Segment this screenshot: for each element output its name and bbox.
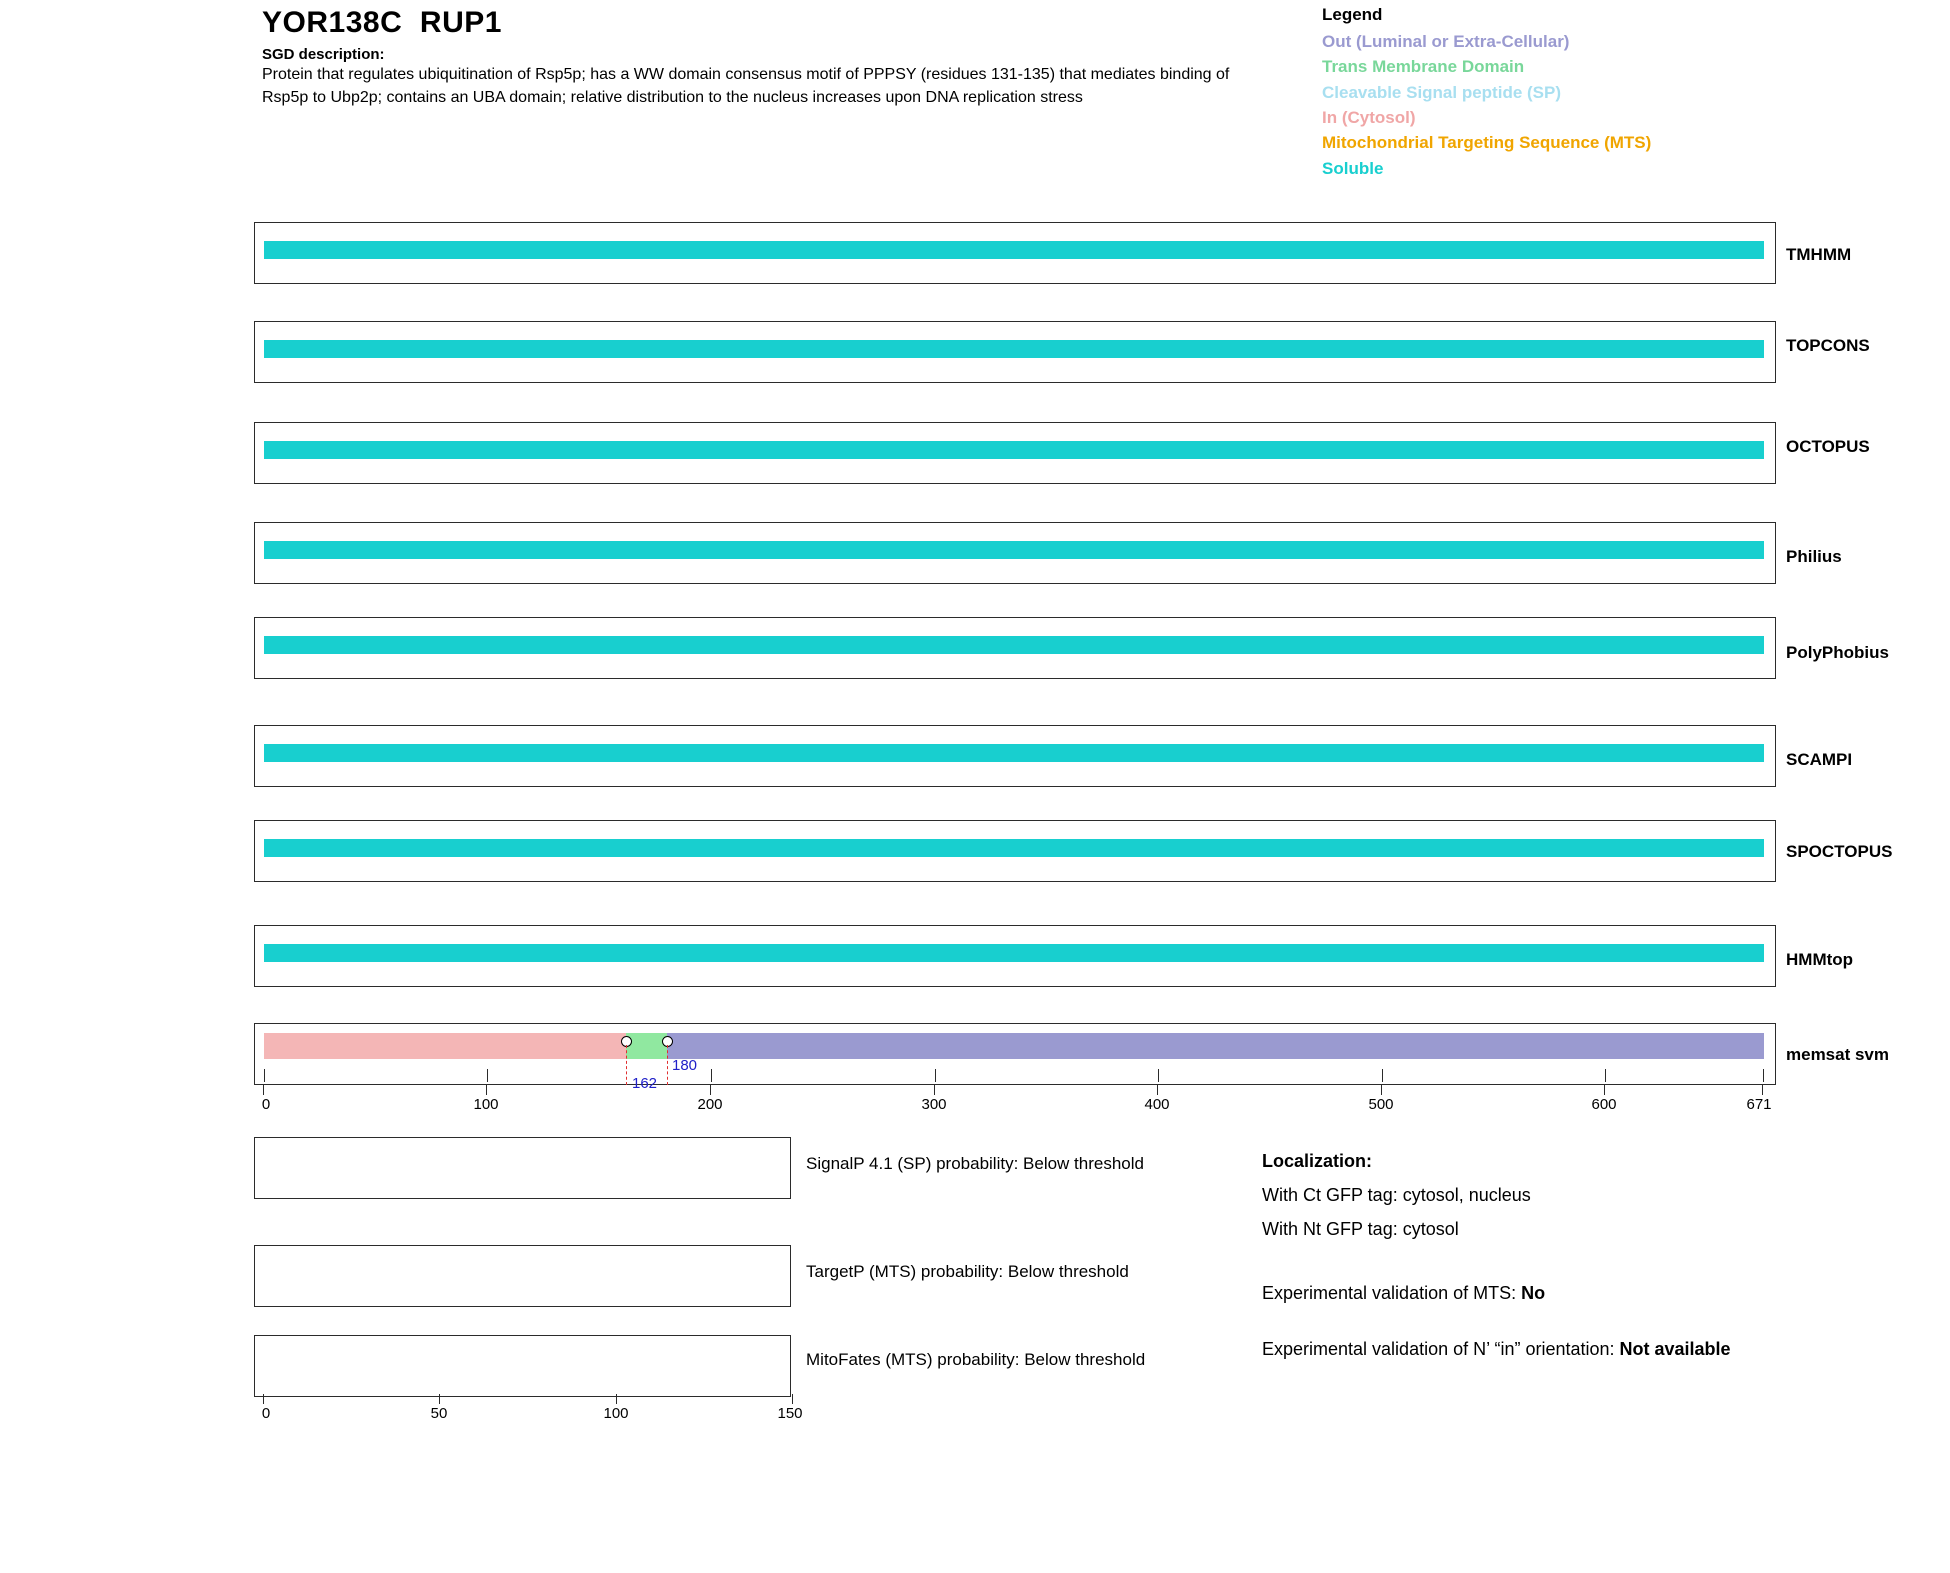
track-label-spoctopus: SPOCTOPUS (1786, 842, 1893, 861)
track-label-polyphobius: PolyPhobius (1786, 643, 1889, 662)
sgd-description-label: SGD description: (262, 46, 385, 63)
axis-tick-label: 300 (921, 1096, 947, 1113)
legend-title: Legend (1322, 5, 1383, 24)
track-bar-soluble (264, 636, 1764, 654)
track-philius (254, 522, 1776, 584)
main-axis (261, 1085, 1772, 1121)
track-label-topcons: TOPCONS (1786, 336, 1870, 355)
track-memsat-svm (254, 1023, 1776, 1085)
marker-line-180 (667, 1045, 668, 1085)
track-bar-soluble (264, 744, 1764, 762)
track-label-scampi: SCAMPI (1786, 750, 1853, 769)
segment-in-cytosol (264, 1033, 626, 1059)
axis-tick-label: 0 (261, 1405, 271, 1422)
axis-tick-label: 0 (261, 1096, 271, 1113)
track-label-tmhmm: TMHMM (1786, 245, 1852, 264)
orientation-validation-value: Not available (1619, 1338, 1731, 1359)
track-topcons (254, 321, 1776, 383)
track-bar-soluble (264, 944, 1764, 962)
mts-validation-value: No (1521, 1282, 1546, 1303)
orientation-validation-label: Experimental validation of N’ “in” orientation: (1262, 1338, 1620, 1359)
localization-ct-gfp: With Ct GFP tag: cytosol, nucleus (1262, 1184, 1531, 1205)
track-label-hmmtop: HMMtop (1786, 950, 1854, 969)
axis-tick-label: 671 (1746, 1096, 1772, 1113)
segment-out-luminal (667, 1033, 1764, 1059)
legend-item-soluble: Soluble (1322, 158, 1384, 178)
track-bar-soluble (264, 340, 1764, 358)
track-polyphobius (254, 617, 1776, 679)
localization-info (1262, 1148, 1902, 1369)
marker-line-162 (626, 1045, 627, 1085)
track-bar-soluble (264, 541, 1764, 559)
orientation-validation (1262, 1336, 1902, 1364)
panel-signalp (254, 1137, 791, 1199)
small-axis (261, 1394, 803, 1426)
axis-tick-label: 500 (1368, 1096, 1394, 1113)
panel-label-signalp: SignalP 4.1 (SP) probability: Below threshold (806, 1154, 1144, 1173)
localization-header: Localization: (1262, 1151, 1373, 1171)
memsat-bar (264, 1033, 1764, 1059)
sgd-description-text: Protein that regulates ubiquitination of Rsp5p; has a WW domain consensus motif of PPPSY (residues 131-135) that mediates binding of Rsp5p to Ubp2p; contains an UBA domain; relative distribution to the nucleus increases upon DNA replication stress (262, 66, 1230, 107)
legend-item-in: In (Cytosol) (1322, 107, 1416, 127)
track-bar-soluble (264, 241, 1764, 259)
axis-tick-label: 100 (473, 1096, 499, 1113)
track-scampi (254, 725, 1776, 787)
track-bar-soluble (264, 441, 1764, 459)
mts-validation (1262, 1280, 1902, 1308)
legend-item-out: Out (Luminal or Extra-Cellular) (1322, 32, 1570, 51)
track-hmmtop (254, 925, 1776, 987)
axis-tick-label: 50 (430, 1405, 448, 1422)
track-label-memsat-svm: memsat svm (1786, 1045, 1890, 1064)
track-spoctopus (254, 820, 1776, 882)
mts-validation-label: Experimental validation of MTS: (1262, 1282, 1522, 1303)
header (262, 6, 1262, 109)
segment-transmembrane (626, 1033, 667, 1059)
track-tmhmm (254, 222, 1776, 284)
page-title: YOR138C RUP1 (262, 6, 502, 39)
panel-label-mitofates: MitoFates (MTS) probability: Below threshold (806, 1350, 1146, 1369)
panel-mitofates (254, 1335, 791, 1397)
track-label-octopus: OCTOPUS (1786, 437, 1870, 456)
marker-label-180: 180 (672, 1057, 698, 1074)
panel-targetp (254, 1245, 791, 1307)
axis-tick-label: 150 (777, 1405, 803, 1422)
track-bar-soluble (264, 839, 1764, 857)
axis-tick-label: 400 (1144, 1096, 1170, 1113)
legend (1322, 5, 1922, 181)
legend-item-tm: Trans Membrane Domain (1322, 57, 1525, 77)
track-octopus (254, 422, 1776, 484)
legend-item-sp: Cleavable Signal peptide (SP) (1322, 82, 1562, 102)
axis-tick-label: 100 (603, 1405, 629, 1422)
localization-nt-gfp: With Nt GFP tag: cytosol (1262, 1218, 1459, 1239)
panel-label-targetp: TargetP (MTS) probability: Below threshold (806, 1262, 1129, 1281)
axis-tick-label: 600 (1591, 1096, 1617, 1113)
legend-item-mts: Mitochondrial Targeting Sequence (MTS) (1322, 133, 1652, 153)
track-label-philius: Philius (1786, 547, 1842, 566)
axis-tick-label: 200 (697, 1096, 723, 1113)
marker-label-162: 162 (632, 1075, 658, 1092)
